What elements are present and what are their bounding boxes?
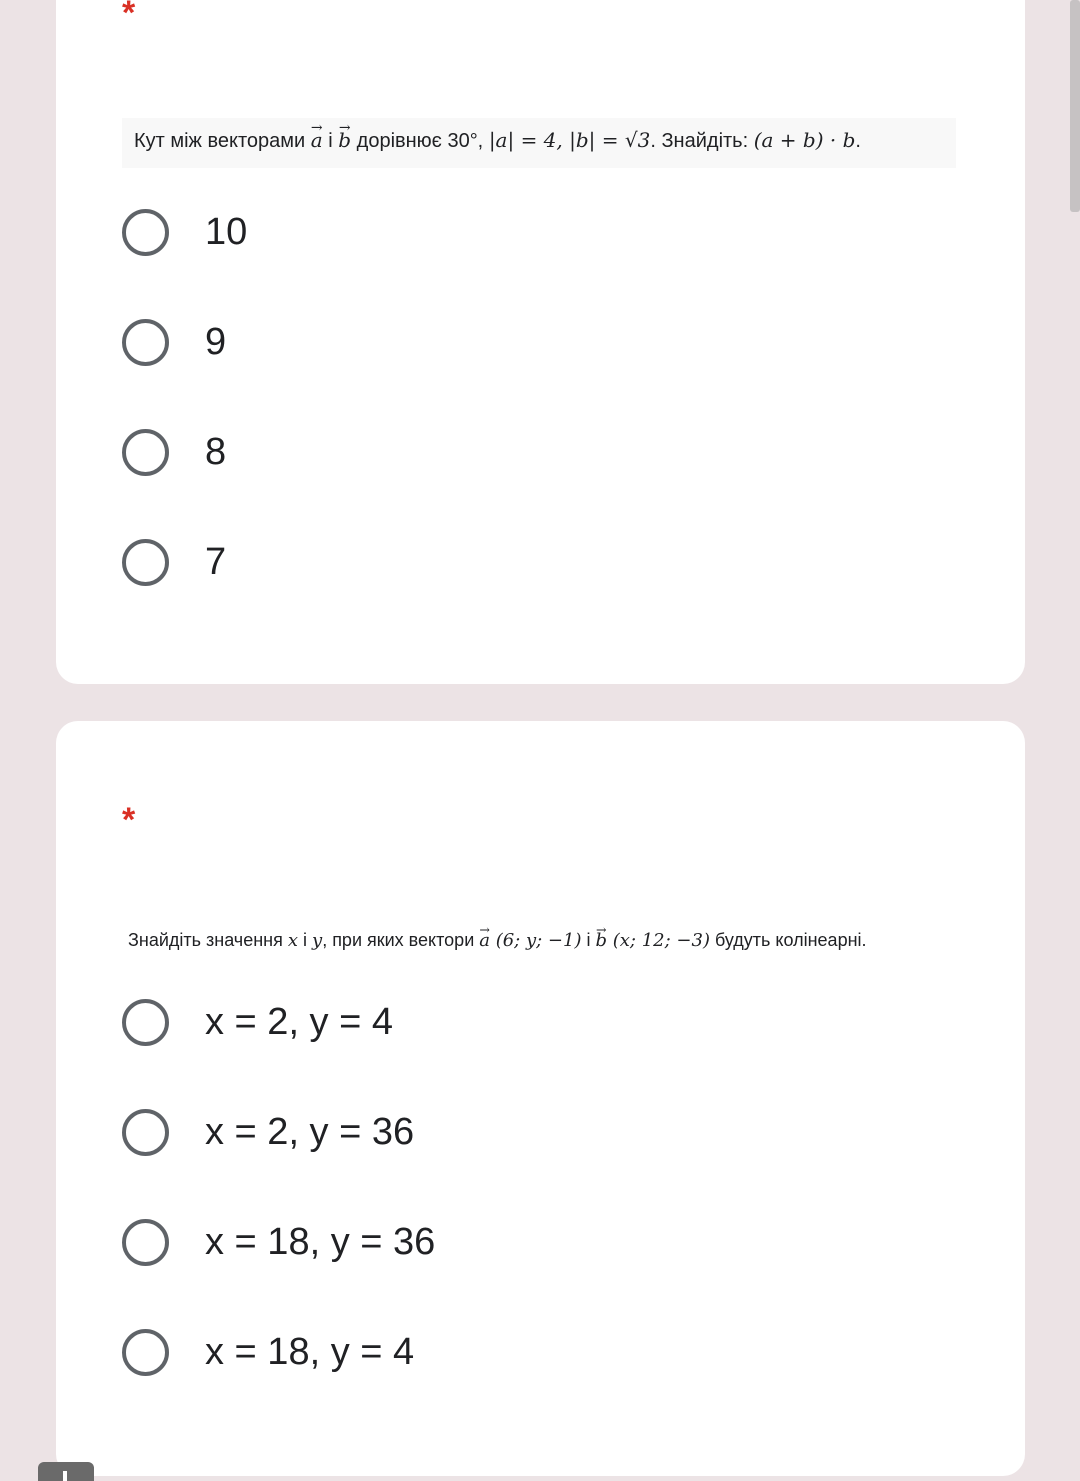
scrollbar-thumb[interactable] [1070,0,1080,212]
option-label: 10 [205,210,248,253]
floating-action-tab[interactable] [38,1462,94,1481]
option-label: x = 2, y = 4 [205,1000,393,1043]
vector-b: → b [596,932,608,950]
option-label: x = 18, y = 36 [205,1220,436,1263]
option-label: x = 2, y = 36 [205,1110,415,1153]
question-text-part: і [298,930,313,950]
vector-a: → a [479,932,490,950]
option-radio-4[interactable] [122,532,226,592]
radio-circle-icon[interactable] [122,209,169,256]
option-label: x = 18, y = 4 [205,1330,415,1373]
option-label: 8 [205,430,227,473]
required-asterisk: * [122,801,136,839]
question-text-part: Кут між векторами [134,130,311,152]
question-text [128,931,867,950]
question-text-part: , при яких вектори [322,930,480,950]
question-card-1 [56,0,1025,684]
vector-a: → a [311,130,323,150]
radio-circle-icon[interactable] [122,1329,169,1376]
question-card-2 [56,721,1025,1476]
question-text-part: будуть колінеарні. [709,930,867,950]
radio-circle-icon[interactable] [122,1219,169,1266]
question-text-part: . Знайдіть: [650,130,754,152]
question-text-part: Знайдіть значення [128,930,288,950]
option-radio-3[interactable] [122,1212,435,1272]
radio-circle-icon[interactable] [122,539,169,586]
option-radio-2[interactable] [122,312,226,372]
radio-circle-icon[interactable] [122,429,169,476]
vector-b: → b [338,130,351,150]
dot-product-expression: (a + b) · b [753,128,856,152]
tab-handle-icon [63,1471,67,1481]
option-label: 7 [205,540,227,583]
question-text-part: і [322,130,339,152]
radio-circle-icon[interactable] [122,999,169,1046]
question-text-part: . [855,130,861,152]
variable-y: y [312,930,323,951]
option-label: 9 [205,320,227,363]
radio-circle-icon[interactable] [122,319,169,366]
question-text [122,118,956,168]
option-radio-2[interactable] [122,1102,414,1162]
question-text-part: дорівнює 30°, [351,130,489,152]
vector-b-coordinates: (x; 12; −3) [607,930,710,951]
option-radio-1[interactable] [122,202,247,262]
vector-a-coordinates: (6; y; −1) [489,930,582,951]
option-radio-3[interactable] [122,422,226,482]
variable-x: x [287,930,298,951]
question-text-part: і [581,930,596,950]
option-radio-1[interactable] [122,992,393,1052]
option-radio-4[interactable] [122,1322,414,1382]
radio-circle-icon[interactable] [122,1109,169,1156]
magnitude-expression: |a| = 4, |b| = √3 [488,128,651,152]
required-asterisk: * [122,0,136,32]
